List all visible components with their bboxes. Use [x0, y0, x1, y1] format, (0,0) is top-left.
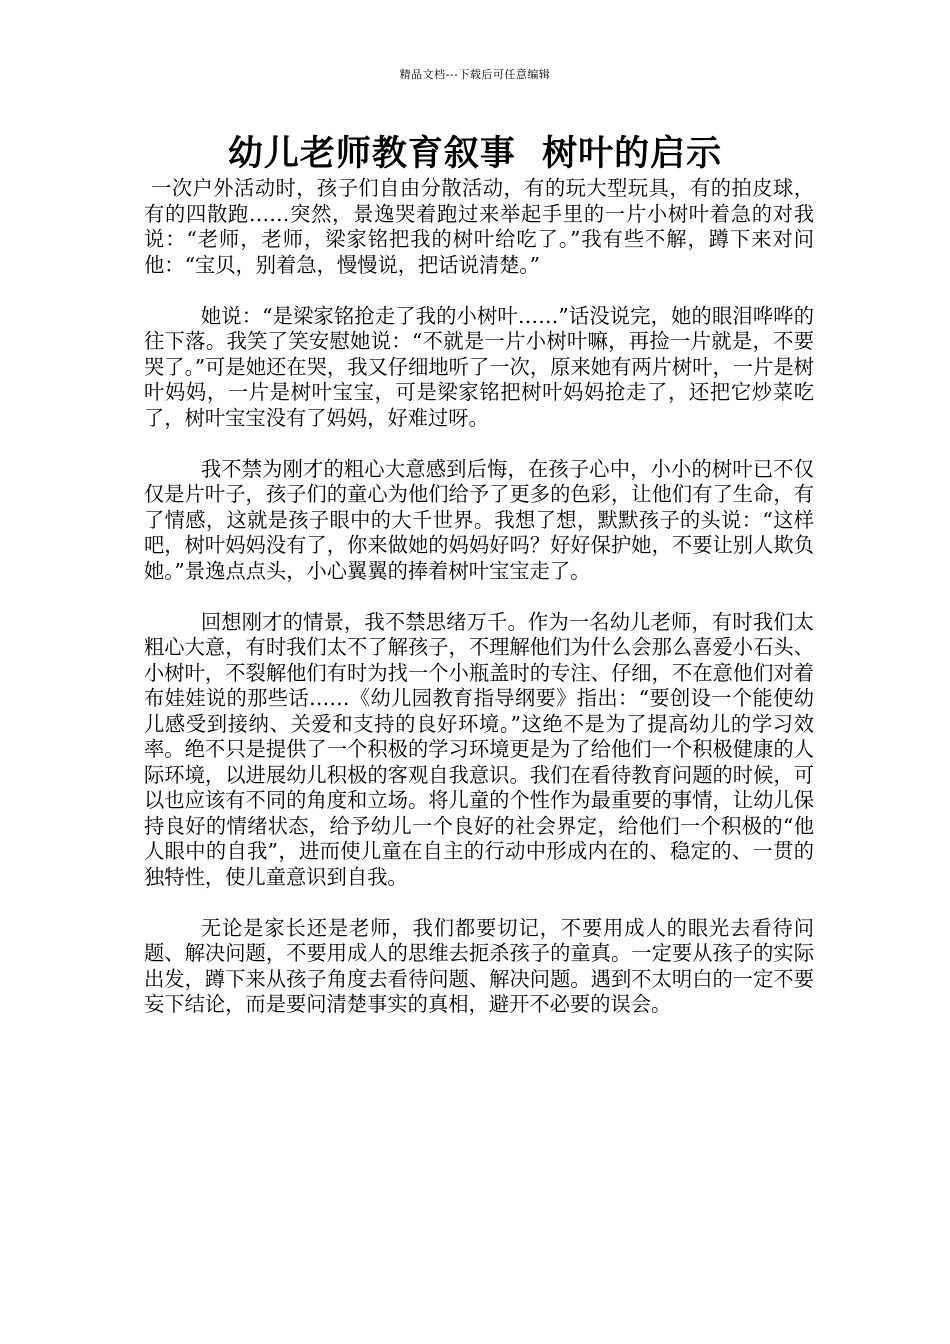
paragraph-4: 回想刚才的情景，我不禁思绪万千。作为一名幼儿老师，有时我们太粗心大意，有时我们太不了解孩子，不理解他们为什么会那么喜爱小石头、小树叶，不裂解他们有时为找一个小瓶盖时的专注、仔细，不在意他们对着布娃娃说的那些话……《幼儿园教育指导纲要》指出：“要创设一个能使幼儿感受到接纳、关爱和支持的良好环境。”这绝不是为了提高幼儿的学习效率。绝不只是提供了一个积极的学习环境更是为了给他们一个积极健康的人际环境，以进展幼儿积极的客观自我意识。我们在看待教育问题的时候，可以也应该有不同的角度和立场。将儿童的个性作为最重要的事情，让幼儿保持良好的情绪状态，给予幼儿一个良好的社会界定，给他们一个积极的“他人眼中的自我”，进而使儿童在自主的行动中形成内在的、稳定的、一贯的独特性，使儿童意识到自我。 [144, 609, 814, 889]
document-title: 幼儿老师教育叙事 树叶的启示 [227, 133, 723, 174]
paragraph-1: 一次户外活动时，孩子们自由分散活动，有的玩大型玩具，有的拍皮球，有的四散跑……突然，景逸哭着跑过来举起手里的一片小树叶着急的对我说：“老师，老师，梁家铭把我的树叶给吃了。”我有些不解，蹲下来对问他：“宝贝，别着急，慢慢说，把话说清楚。” [144, 176, 814, 277]
paragraph-2: 她说：“是梁家铭抢走了我的小树叶……”话没说完，她的眼泪哗哗的往下落。我笑了笑安慰她说：“不就是一片小树叶嘛，再捡一片就是，不要哭了。”可是她还在哭，我又仔细地听了一次，原来她有两片树叶，一片是树叶妈妈，一片是树叶宝宝，可是梁家铭把树叶妈妈抢走了，还把它炒菜吃了，树叶宝宝没有了妈妈，好难过呀。 [144, 303, 814, 430]
document-body [144, 176, 814, 1043]
header-note: 精品文档---下载后可任意编辑 [399, 68, 551, 81]
paragraph-5: 无论是家长还是老师，我们都要切记，不要用成人的眼光去看待问题、解决问题，不要用成人的思维去扼杀孩子的童真。一定要从孩子的实际出发，蹲下来从孩子角度去看待问题、解决问题。遇到不太明白的一定不要妄下结论，而是要问清楚事实的真相，避开不必要的误会。 [144, 915, 814, 1016]
paragraph-3: 我不禁为刚才的粗心大意感到后悔，在孩子心中，小小的树叶已不仅仅是片叶子，孩子们的童心为他们给予了更多的色彩，让他们有了生命，有了情感，这就是孩子眼中的大千世界。我想了想，默默孩子的头说：“这样吧，树叶妈妈没有了，你来做她的妈妈好吗？好好保护她，不要让别人欺负她。”景逸点点头，小心翼翼的捧着树叶宝宝走了。 [144, 456, 814, 583]
